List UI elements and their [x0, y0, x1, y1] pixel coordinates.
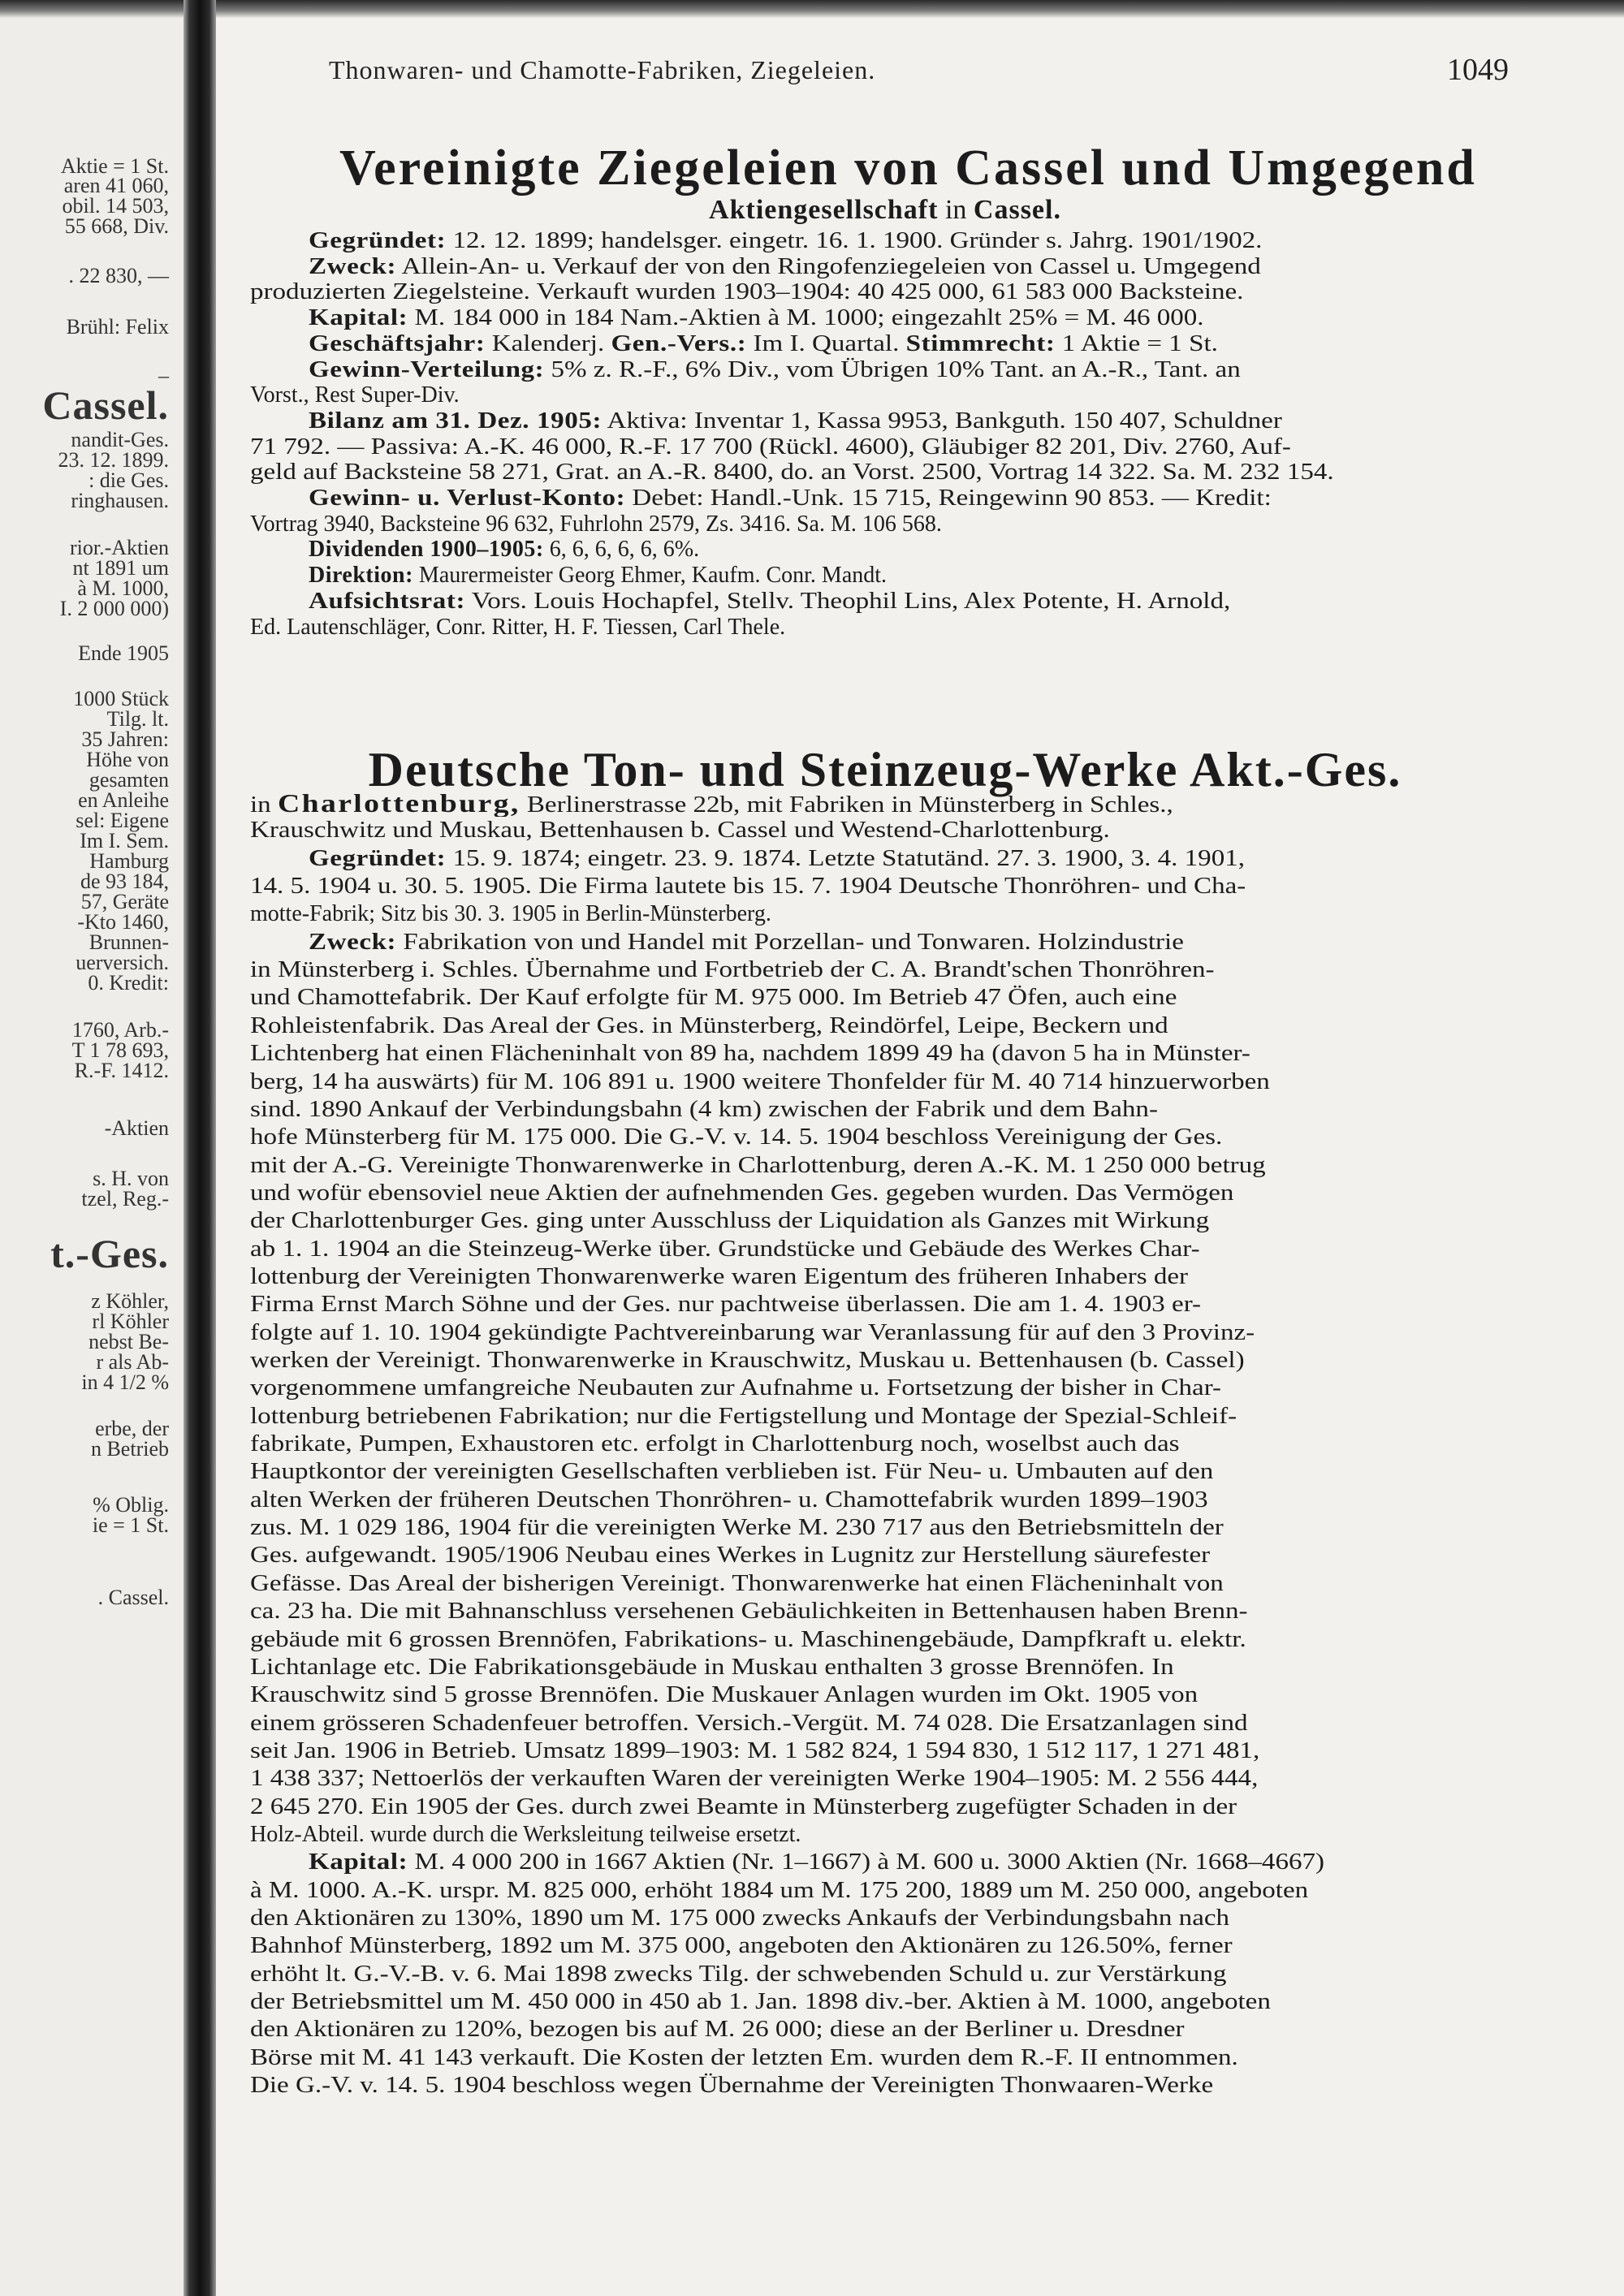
field-text: in Münsterberg i. Schles. Übernahme und Fortbetrieb der C. A. Brandt'schen Thonröhren-: [250, 957, 1215, 983]
line-content: [250, 789, 1173, 817]
text-line: [250, 1598, 1523, 1625]
line-content: [309, 227, 1262, 255]
field-text: gebäude mit 6 grossen Brennöfen, Fabrikations- u. Maschinengebäude, Dampfkraft u. elektr.: [250, 1626, 1246, 1652]
field-text: geld auf Backsteine 58 271, Grat. an A.-R. 8400, do. an Vorst. 2500, Vortrag 14 322. Sa. M. 232 154.: [250, 460, 1334, 486]
prev-page-line: Ende 1905: [78, 641, 169, 665]
line-content: [309, 562, 887, 589]
field-text: 15. 9. 1874; eingetr. 23. 9. 1874. Letzte Statutänd. 27. 3. 1900, 3. 4. 1901,: [446, 845, 1246, 871]
field-label: Gewinn- u. Verlust-Konto:: [309, 486, 626, 511]
field-text: 71 792. — Passiva: A.-K. 46 000, R.-F. 17 700 (Rückl. 4600), Gläubiger 82 201, Div. 2760, Auf-: [250, 434, 1291, 460]
line-content: [250, 1487, 1208, 1514]
prev-page-line: r als Ab-: [96, 1350, 169, 1374]
text-line: [309, 408, 1582, 435]
field-text: hofe Münsterberg für M. 175 000. Die G.-V. v. 14. 5. 1904 beschloss Vereinigung der Ges.: [250, 1124, 1223, 1150]
line-content: [250, 1737, 1259, 1765]
text-line: [250, 614, 1523, 641]
line-content: [250, 1765, 1258, 1793]
text-line: [250, 2072, 1523, 2100]
field-text: Lichtenberg hat einen Flächeninhalt von 89 ha, nachdem 1899 49 ha (davon 5 ha in Münster-: [250, 1041, 1250, 1067]
field-text: erhöht lt. G.-V.-B. v. 6. Mai 1898 zwecks Tilg. der schwebenden Schuld u. zur Verstärkung: [250, 1961, 1227, 1987]
prev-page-line: I. 2 000 000): [59, 597, 169, 620]
text-line: [250, 1961, 1523, 1988]
prev-page-line: uerversich.: [76, 951, 169, 974]
line-content: [250, 984, 1177, 1012]
text-line: [250, 956, 1523, 984]
field-text: 2 645 270. Ein 1905 der Ges. durch zwei Beamte in Münsterberg zugefügter Schaden in der: [250, 1793, 1237, 1819]
prev-page-line: nandit-Ges.: [71, 428, 169, 451]
field-text: einem grösseren Schadenfeuer betroffen. Versich.-Vergüt. M. 74 028. Die Ersatzanlagen sind: [250, 1710, 1248, 1736]
text-line: [250, 1570, 1523, 1598]
field-text: zus. M. 1 029 186, 1904 für die vereinigten Werke M. 230 717 aus den Betriebsmitteln der: [250, 1515, 1224, 1541]
field-label: Gewinn-Verteilung:: [309, 356, 545, 382]
running-head: Thonwaren- und Chamotte-Fabriken, Ziegeleien.: [329, 55, 876, 84]
field-text: Berlinerstrasse 22b, mit Fabriken in Münsterberg in Schles.,: [520, 792, 1173, 817]
field-text: 1 438 337; Nettoerlös der verkauften Waren der vereinigten Werke 1904–1905: M. 2 556 444,: [250, 1766, 1259, 1792]
field-text: Vorst., Rest Super-Div.: [250, 382, 460, 408]
prev-page-line: tzel, Reg.-: [81, 1187, 169, 1211]
line-content: [250, 511, 942, 538]
field-label: Zweck:: [309, 929, 397, 955]
text-line: [250, 278, 1523, 306]
text-line: [250, 1096, 1523, 1124]
field-text: lottenburg der Vereinigten Thonwarenwerke waren Eigentum des früheren Inhabers der: [250, 1263, 1189, 1289]
field-text: 14. 5. 1904 u. 30. 5. 1905. Die Firma lautete bis 15. 7. 1904 Deutsche Thonröhren- und Cha-: [250, 874, 1246, 900]
text-line: [250, 1514, 1523, 1542]
text-line: [250, 1403, 1523, 1431]
line-content: [309, 1849, 1324, 1876]
line-content: [250, 1961, 1226, 1988]
field-text: der Charlottenburger Ges. ging unter Ausschluss der Liquidation als Ganzes mit Wirkung: [250, 1208, 1210, 1234]
field-label: Dividenden 1900–1905:: [309, 537, 544, 563]
field-text: Debet: Handl.-Unk. 15 715, Reingewinn 90 853. — Kredit:: [625, 486, 1272, 511]
text-line: [309, 588, 1582, 615]
line-content: [250, 1236, 1200, 1263]
text-line: [250, 1681, 1523, 1709]
line-content: [309, 408, 1282, 435]
text-line: [250, 2044, 1523, 2072]
line-content: [309, 929, 1184, 956]
prev-page-line: gesamten: [89, 768, 169, 792]
field-text: den Aktionären zu 130%, 1890 um M. 175 000 zwecks Ankaufs der Verbindungsbahn nach: [250, 1905, 1230, 1931]
field-text: Fabrikation von und Handel mit Porzellan- und Tonwaren. Holzindustrie: [396, 929, 1184, 955]
text-line: [309, 330, 1582, 358]
text-line: [250, 1124, 1523, 1151]
line-prefix: in: [250, 792, 278, 817]
prev-page-line: 1000 Stück: [73, 687, 169, 710]
line-content: [250, 1068, 1270, 1096]
text-line: [250, 1626, 1523, 1654]
field-text: M. 184 000 in 184 Nam.-Aktien à M. 1000; eingezahlt 25% = M. 46 000.: [408, 305, 1204, 331]
field-text: Rohleistenfabrik. Das Areal der Ges. in Münsterberg, Reindörfel, Leipe, Beckern und: [250, 1012, 1168, 1038]
line-content: [250, 1932, 1233, 1960]
text-line: [250, 1737, 1523, 1765]
line-content: [309, 485, 1272, 512]
prev-page-line: in 4 1/2 %: [81, 1370, 169, 1394]
field-text: werken der Vereinigt. Thonwarenwerke in Krauschwitz, Muskau u. Bettenhausen (b. Cassel): [250, 1348, 1245, 1373]
field-text: ca. 23 ha. Die mit Bahnanschluss versehenen Gebäulichkeiten in Bettenhausen haben Brenn-: [250, 1599, 1248, 1625]
field-text: Maurermeister Georg Ehmer, Kaufm. Conr. Mandt.: [412, 563, 888, 589]
text-line: [250, 789, 1523, 817]
prev-page-line: % Oblig.: [93, 1493, 169, 1517]
text-line: [250, 434, 1523, 461]
field-text: Vors. Louis Hochapfel, Stellv. Theophil Lins, Alex Potente, H. Arnold,: [465, 588, 1231, 614]
prev-page-line: sel: Eigene: [76, 809, 169, 832]
prev-page-line: 57, Geräte: [80, 890, 169, 913]
field-text: folgte auf 1. 10. 1904 gekündigte Pachtvereinbarung war Veranlassung für auf den 3 Provinz-: [250, 1319, 1255, 1345]
line-content: [250, 1821, 801, 1849]
text-line: [250, 1710, 1523, 1737]
line-content: [250, 1403, 1237, 1431]
line-content: [250, 1291, 1201, 1318]
company-1-title: Vereinigte Ziegeleien von Cassel und Umgegend: [339, 140, 1477, 196]
prev-page-line: rior.-Aktien: [69, 536, 169, 559]
text-line: [250, 1821, 1523, 1849]
field-text: und wofür ebensoviel neue Aktien der aufnehmenden Ges. gegeben wurden. Das Vermögen: [250, 1180, 1234, 1206]
field-label: Gegründet:: [309, 845, 447, 871]
text-line: [250, 1877, 1523, 1905]
text-line: [250, 1180, 1523, 1207]
line-content: [250, 1207, 1209, 1235]
text-line: [250, 2016, 1523, 2044]
field-text: Ges. aufgewandt. 1905/1906 Neubau eines Werkes in Lugnitz zur Herstellung säurefester: [250, 1543, 1211, 1569]
text-line: [250, 1431, 1523, 1458]
text-line: [309, 536, 1582, 563]
text-line: [250, 459, 1523, 486]
line-content: [250, 382, 460, 409]
prev-page-line: 1760, Arb.-: [71, 1018, 169, 1042]
text-line: [250, 1068, 1523, 1096]
place-name: Charlottenburg,: [277, 789, 520, 817]
line-content: [250, 1681, 1198, 1709]
line-content: [309, 304, 1204, 332]
prev-page-line: 23. 12. 1899.: [58, 448, 169, 472]
text-line: [309, 227, 1582, 255]
text-line: [250, 1654, 1523, 1681]
prev-page-line: nt 1891 um: [72, 556, 169, 580]
line-content: [250, 459, 1334, 486]
line-content: [250, 1905, 1229, 1932]
field-label: Geschäftsjahr:: [309, 330, 486, 356]
prev-page-line: à M. 1000,: [77, 576, 169, 600]
field-text: Die G.-V. v. 14. 5. 1904 beschloss wegen Übernahme der Vereinigten Thonwaaren-Werke: [250, 2073, 1214, 2099]
field-text: Lichtanlage etc. Die Fabrikationsgebäude in Muskau enthalten 3 grosse Brennöfen. In: [250, 1654, 1174, 1680]
field-text: Firma Ernst March Söhne und der Ges. nur pachtweise überlassen. Die am 1. 4. 1903 er-: [250, 1292, 1202, 1318]
field-label: Gen.-Vers.:: [611, 330, 747, 356]
prev-page-line: rl Köhler: [92, 1310, 169, 1333]
book-gutter: [184, 0, 216, 2296]
prev-page-line: 35 Jahren:: [81, 727, 169, 751]
prev-page-line: obil. 14 503,: [62, 194, 169, 218]
line-content: [250, 2016, 1185, 2044]
field-text: Im I. Quartal.: [746, 330, 906, 356]
prev-page-line: de 93 184,: [80, 870, 169, 893]
text-line: [250, 873, 1523, 900]
field-text: Krauschwitz und Muskau, Bettenhausen b. Cassel und Westend-Charlottenburg.: [250, 818, 1110, 844]
line-content: [250, 1877, 1308, 1905]
line-content: [250, 1012, 1168, 1040]
text-line: [250, 900, 1523, 928]
text-line: [250, 1988, 1523, 2016]
text-line: [250, 1319, 1523, 1347]
field-text: 12. 12. 1899; handelsger. eingetr. 16. 1. 1900. Gründer s. Jahrg. 1901/1902.: [446, 228, 1263, 253]
prev-page-line: Im I. Sem.: [80, 829, 169, 852]
prev-page-line: ie = 1 St.: [92, 1513, 169, 1537]
prev-page-line: Höhe von: [86, 748, 169, 771]
line-content: [250, 1040, 1250, 1068]
field-text: Ed. Lautenschläger, Conr. Ritter, H. F. Tiessen, Carl Thele.: [250, 614, 786, 640]
text-line: [250, 1458, 1523, 1486]
prev-page-line: Brunnen-: [89, 930, 169, 954]
line-content: [250, 956, 1215, 984]
line-content: [250, 1654, 1174, 1681]
field-text: Hauptkontor der vereinigten Gesellschaften verblieben ist. Für Neu- u. Umbauten auf den: [250, 1459, 1214, 1485]
prev-page-line: 55 668, Div.: [64, 214, 169, 238]
field-label: Bilanz am 31. Dez. 1905:: [309, 408, 603, 434]
prev-page-line: -Kto 1460,: [77, 910, 169, 934]
line-content: [250, 1626, 1246, 1654]
text-line: [250, 511, 1523, 538]
prev-page-line: T 1 78 693,: [71, 1038, 169, 1062]
line-content: [250, 434, 1291, 461]
line-content: [250, 817, 1110, 844]
prev-page-line: Cassel.: [42, 382, 169, 428]
line-content: [250, 1431, 1179, 1458]
field-text: M. 4 000 200 in 1667 Aktien (Nr. 1–1667) à M. 600 u. 3000 Aktien (Nr. 1668–4667): [408, 1849, 1325, 1875]
prev-page-line: s. H. von: [93, 1167, 169, 1190]
prev-page-line: n Betrieb: [90, 1437, 169, 1461]
field-label: Aufsichtsrat:: [309, 588, 466, 614]
field-label: Direktion:: [309, 563, 413, 589]
field-text: seit Jan. 1906 in Betrieb. Umsatz 1899–1903: M. 1 582 824, 1 594 830, 1 512 117, 1 271 481,: [250, 1737, 1260, 1763]
prev-page-line: : die Ges.: [89, 468, 169, 492]
prev-page-line: Tilg. lt.: [106, 707, 169, 731]
line-content: [309, 330, 1218, 358]
line-content: [309, 536, 699, 563]
field-text: der Betriebsmittel um M. 450 000 in 450 ab 1. Jan. 1898 div.-ber. Aktien à M. 1000, angeboten: [250, 1989, 1271, 2015]
line-content: [250, 1570, 1224, 1598]
text-line: [250, 382, 1523, 409]
field-text: fabrikate, Pumpen, Exhaustoren etc. erfolgt in Charlottenburg noch, woselbst auch das: [250, 1431, 1180, 1457]
line-content: [250, 614, 785, 641]
line-content: [250, 1542, 1210, 1569]
field-text: motte-Fabrik; Sitz bis 30. 3. 1905 in Berlin-Münsterberg.: [250, 901, 771, 927]
prev-page-line: nebst Be-: [89, 1330, 169, 1353]
field-label: Gegründet:: [309, 228, 447, 253]
prev-page-line: erbe, der: [95, 1417, 169, 1440]
field-label: Zweck:: [309, 253, 397, 279]
field-label: Kapital:: [309, 1849, 408, 1875]
field-text: lottenburg betriebenen Fabrikation; nur die Fertigstellung und Montage der Spezial-Schleif-: [250, 1403, 1237, 1429]
prev-page-line: t.-Ges.: [50, 1231, 169, 1276]
company-1-subtitle-prefix: Aktiengesellschaft: [709, 195, 939, 225]
text-line: [250, 1375, 1523, 1402]
line-content: [250, 1152, 1266, 1180]
field-text: vorgenommene umfangreiche Neubauten zur Aufnahme u. Fortsetzung der bisher in Char-: [250, 1375, 1222, 1401]
line-content: [309, 356, 1241, 384]
field-text: ab 1. 1. 1904 an die Steinzeug-Werke über. Grundstücke und Gebäude des Werkes Char-: [250, 1236, 1200, 1262]
prev-page-line: en Anleihe: [78, 788, 169, 812]
prev-page-line: Hamburg: [89, 849, 169, 873]
line-content: [250, 1263, 1188, 1291]
line-content: [250, 1793, 1237, 1821]
line-content: [250, 1514, 1224, 1542]
field-text: berg, 14 ha auswärts) für M. 106 891 u. 1900 weitere Thonfelder für M. 40 714 hinzuerworben: [250, 1068, 1270, 1094]
field-text: alten Werken der früheren Deutschen Thonröhren- u. Chamottefabrik wurden 1899–1903: [250, 1487, 1208, 1513]
field-text: mit der A.-G. Vereinigte Thonwarenwerke in Charlottenburg, deren A.-K. M. 1 250 000 betrug: [250, 1152, 1266, 1178]
prev-page-line: z Köhler,: [91, 1289, 169, 1313]
line-content: [250, 1988, 1271, 2016]
text-line: [250, 1347, 1523, 1375]
company-1-subtitle-city: Cassel.: [973, 195, 1061, 225]
field-label: Stimmrecht:: [905, 330, 1056, 356]
text-line: [250, 1932, 1523, 1960]
text-line: [250, 1905, 1523, 1932]
line-content: [309, 845, 1245, 873]
prev-page-line: . 22 830, —: [68, 264, 169, 287]
prev-page-line: aren 41 060,: [63, 174, 169, 197]
previous-page-fragment: [0, 18, 184, 2296]
prev-page-line: 0. Kredit:: [88, 971, 169, 995]
line-content: [250, 1710, 1248, 1737]
text-line: [250, 1765, 1523, 1793]
line-content: [250, 1375, 1221, 1402]
line-content: [250, 2044, 1238, 2072]
text-line: [309, 253, 1582, 281]
text-line: [250, 1487, 1523, 1514]
line-content: [250, 1124, 1222, 1151]
text-line: [309, 1849, 1582, 1876]
text-line: [250, 1291, 1523, 1318]
field-text: sind. 1890 Ankauf der Verbindungsbahn (4 km) zwischen der Fabrik und dem Bahn-: [250, 1096, 1158, 1122]
field-text: Börse mit M. 41 143 verkauft. Die Kosten der letzten Em. wurden dem R.-F. II entnommen.: [250, 2044, 1238, 2070]
field-text: à M. 1000. A.-K. urspr. M. 825 000, erhöht 1884 um M. 175 200, 1889 um M. 250 000, angeboten: [250, 1877, 1309, 1903]
field-text: 1 Aktie = 1 St.: [1055, 330, 1218, 356]
field-text: und Chamottefabrik. Der Kauf erfolgte für M. 975 000. Im Betrieb 47 Öfen, auch eine: [250, 985, 1177, 1011]
company-1-subtitle-middle: in: [938, 195, 974, 225]
field-text: 6, 6, 6, 6, 6, 6%.: [543, 537, 700, 563]
text-line: [250, 984, 1523, 1012]
text-line: [250, 1236, 1523, 1263]
line-content: [250, 1180, 1233, 1207]
line-content: [250, 1319, 1255, 1347]
prev-page-line: R.-F. 1412.: [74, 1059, 169, 1082]
field-text: 5% z. R.-F., 6% Div., vom Übrigen 10% Tant. an A.-R., Tant. an: [544, 356, 1241, 382]
text-line: [309, 356, 1582, 384]
line-content: [250, 900, 771, 928]
scan-edge: [0, 0, 1624, 18]
text-line: [250, 1152, 1523, 1180]
field-text: Vortrag 3940, Backsteine 96 632, Fuhrlohn 2579, Zs. 3416. Sa. M. 106 568.: [250, 511, 942, 537]
field-text: Allein-An- u. Verkauf der von den Ringofenziegeleien von Cassel u. Umgegend: [396, 253, 1261, 279]
text-line: [250, 1012, 1523, 1040]
text-line: [309, 929, 1582, 956]
field-text: Gefässe. Das Areal der bisherigen Vereinigt. Thonwarenwerke hat einen Flächeninhalt von: [250, 1570, 1224, 1596]
field-text: Bahnhof Münsterberg, 1892 um M. 375 000, angeboten den Aktionären zu 126.50%, ferner: [250, 1933, 1233, 1959]
text-line: [250, 817, 1523, 844]
text-line: [309, 562, 1582, 589]
prev-page-line: . Cassel.: [97, 1586, 169, 1609]
prev-page-line: -Aktien: [104, 1116, 169, 1140]
prev-page-line: ringhausen.: [71, 489, 169, 512]
line-content: [250, 1347, 1245, 1375]
line-content: [309, 588, 1230, 615]
page-number: 1049: [1447, 53, 1509, 87]
text-line: [309, 845, 1582, 873]
text-line: [250, 1793, 1523, 1821]
prev-page-line: Brühl: Felix: [66, 315, 169, 339]
field-text: Holz-Abteil. wurde durch die Werksleitung teilweise ersetzt.: [250, 1821, 801, 1847]
text-line: [250, 1542, 1523, 1569]
line-content: [250, 1096, 1158, 1124]
line-content: [250, 873, 1246, 900]
prev-page-line: –: [158, 364, 169, 387]
field-text: Aktiva: Inventar 1, Kassa 9953, Bankguth. 150 407, Schuldner: [602, 408, 1282, 434]
text-line: [250, 1040, 1523, 1068]
field-text: Krauschwitz sind 5 grosse Brennöfen. Die Muskauer Anlagen wurden im Okt. 1905 von: [250, 1682, 1199, 1708]
field-text: Kalenderj.: [485, 330, 611, 356]
field-text: produzierten Ziegelsteine. Verkauft wurden 1903–1904: 40 425 000, 61 583 000 Backsteine.: [250, 279, 1244, 305]
field-label: Kapital:: [309, 305, 408, 331]
text-line: [309, 304, 1582, 332]
text-line: [250, 1207, 1523, 1235]
line-content: [309, 253, 1261, 281]
text-line: [309, 485, 1582, 512]
company-2-title: Deutsche Ton- und Steinzeug-Werke Akt.-Ges.: [368, 743, 1402, 796]
line-content: [250, 2072, 1213, 2100]
line-content: [250, 1458, 1213, 1486]
line-content: [250, 278, 1243, 306]
field-text: den Aktionären zu 120%, bezogen bis auf M. 26 000; diese an der Berliner u. Dresdner: [250, 2017, 1185, 2043]
company-1-subtitle: [357, 195, 1413, 226]
line-content: [250, 1598, 1248, 1625]
text-line: [250, 1263, 1523, 1291]
prev-page-line: Aktie = 1 St.: [60, 154, 169, 178]
